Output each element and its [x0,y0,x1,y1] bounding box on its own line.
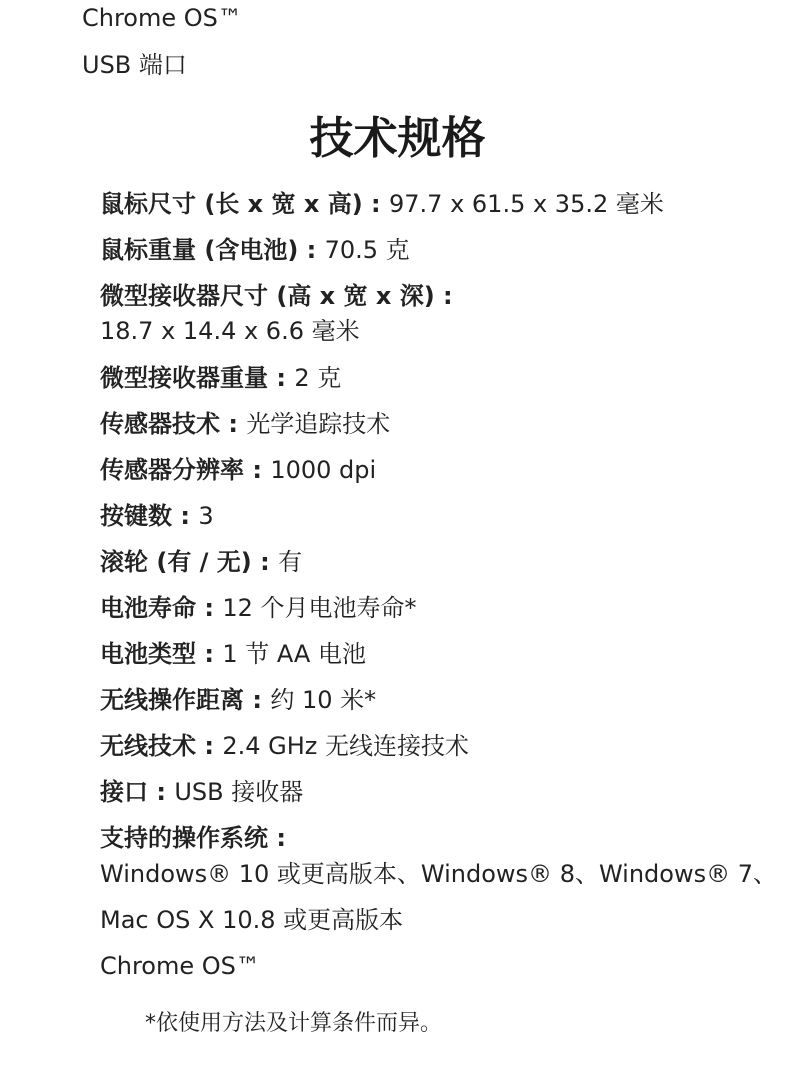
spec-separator: : [196,594,223,622]
section-title: 技术规格 [309,113,486,164]
spec-separator: : [298,236,325,264]
spec-value: 光学追踪技术 [246,410,391,438]
spec-receiver-dimensions [100,280,453,312]
spec-separator: : [148,778,175,806]
os-line-windows: Windows® 10 或更高版本、Windows® 8、Windows® 7、 [100,860,777,888]
spec-separator: : [172,502,199,530]
footnote: *依使用方法及计算条件而异。 [145,1011,443,1036]
spec-interface [100,776,303,808]
spec-label: 无线技术 [100,732,196,760]
spec-wireless-range [100,684,376,716]
os-line-mac: Mac OS X 10.8 或更高版本 [100,906,404,934]
spec-label: 鼠标尺寸 (长 x 宽 x 高) [100,190,363,218]
spec-label: 传感器技术 [100,410,220,438]
spec-label: 传感器分辨率 [100,456,244,484]
spec-label: 微型接收器尺寸 (高 x 宽 x 深) [100,282,435,310]
spec-battery-life [100,592,416,624]
spec-separator: : [251,548,279,576]
spec-battery-type [100,638,366,670]
spec-label: 鼠标重量 (含电池) [100,236,299,264]
spec-value: 3 [198,502,214,530]
spec-sensor-technology [100,408,390,440]
spec-separator: : [434,282,453,310]
spec-separator: : [268,364,295,392]
spec-value: 2.4 GHz 无线连接技术 [222,732,469,760]
spec-label: 无线操作距离 [100,686,244,714]
spec-value: 1000 dpi [270,456,377,484]
spec-label: 滚轮 (有 / 无) [100,548,252,576]
spec-receiver-weight [100,362,341,394]
spec-label: 电池类型 [100,640,196,668]
spec-value: 有 [278,548,303,576]
spec-separator: : [244,456,271,484]
spec-scroll-wheel [100,546,302,578]
spec-separator: : [196,732,223,760]
spec-label: 按键数 [100,502,172,530]
os-line-chrome: Chrome OS™ [100,952,260,980]
spec-button-count [100,500,214,532]
spec-label: 支持的操作系统 [100,824,268,852]
spec-separator: : [196,640,223,668]
spec-receiver-dimensions-value: 18.7 x 14.4 x 6.6 毫米 [100,317,360,345]
spec-separator: : [220,410,247,438]
spec-mouse-weight [100,234,410,266]
spec-wireless-technology [100,730,469,762]
spec-sensor-resolution [100,454,376,486]
spec-separator: : [268,824,286,852]
spec-value: USB 接收器 [174,778,304,806]
spec-separator: : [362,190,389,218]
spec-supported-os [100,822,286,854]
spec-value: 约 10 米* [270,686,377,714]
spec-value: 1 节 AA 电池 [222,640,366,668]
top-port-line: USB 端口 [82,51,187,79]
spec-label: 微型接收器重量 [100,364,268,392]
spec-value: 2 克 [294,364,342,392]
spec-value: 97.7 x 61.5 x 35.2 毫米 [389,190,664,218]
top-os-line: Chrome OS™ [82,4,242,32]
spec-mouse-dimensions [100,188,664,220]
spec-label: 电池寿命 [100,594,196,622]
spec-value: 12 个月电池寿命* [222,594,417,622]
spec-separator: : [244,686,271,714]
spec-label: 接口 [100,778,148,806]
spec-value: 70.5 克 [324,236,410,264]
